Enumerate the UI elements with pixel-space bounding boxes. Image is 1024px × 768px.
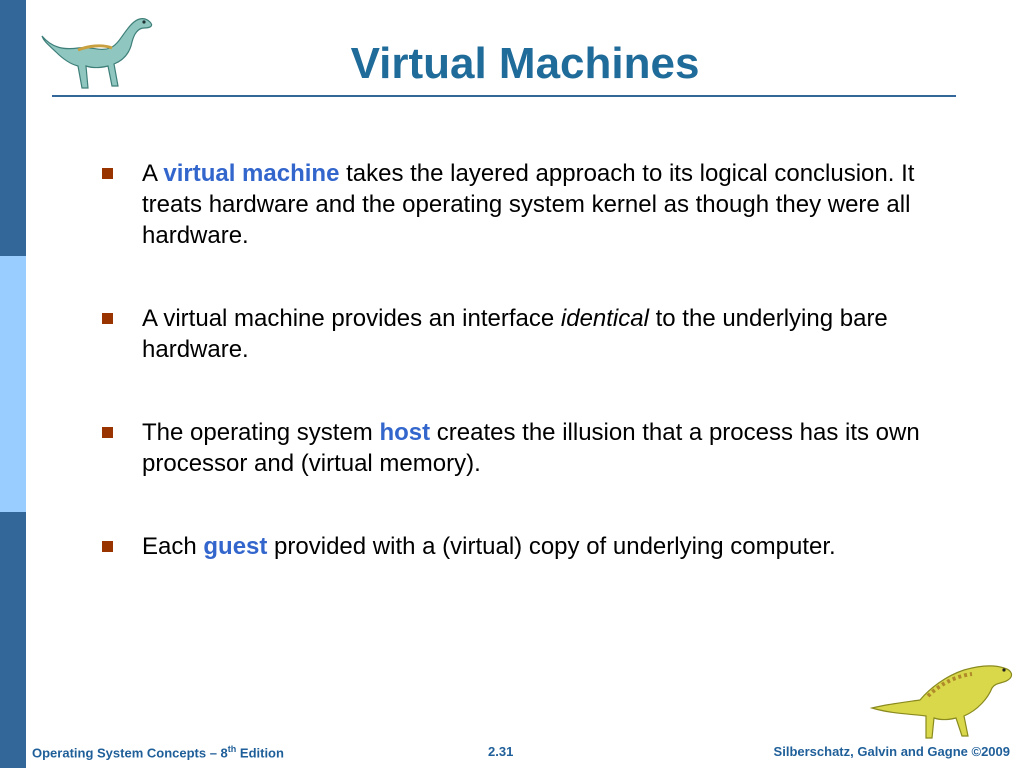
bullet-square-icon [102,168,113,179]
term-host: host [379,419,431,446]
bullet-square-icon [102,541,113,552]
footer-page-number: 2.31 [488,744,514,759]
bullet-text-segment: Each [142,533,204,560]
sidebar-band-bottom [0,512,26,768]
sidebar-band-top [0,0,26,256]
bullet-text-segment: creates the illusion that a process has its own processor and (virtual memory). [142,419,920,477]
bullet-text-segment: The operating system [142,419,380,446]
footer-copyright: Silberschatz, Galvin and Gagne ©2009 [773,744,1010,759]
bullet-text [142,417,942,479]
term-guest: guest [203,533,268,560]
title-divider [52,95,956,97]
bullet-text [142,158,942,251]
slide-title: Virtual Machines [350,39,700,88]
emphasis-identical: identical [560,305,649,332]
sidebar-band-middle [0,256,26,512]
bullet-text [142,303,942,365]
footer-book-title [32,744,284,760]
bullet-text [142,531,942,562]
bullet-text-segment: A virtual machine provides an interface [142,305,561,332]
footer-book-suffix: Edition [236,745,284,761]
bullet-square-icon [102,427,113,438]
footer-book-prefix: Operating System Concepts – 8 [32,745,228,761]
bullet-square-icon [102,313,113,324]
footer-book-superscript: th [227,744,237,754]
term-virtual-machine: virtual machine [163,160,340,187]
bullet-text-segment: provided with a (virtual) copy of underlying computer. [267,533,836,560]
bullet-text-segment: takes the layered approach to its logical conclusion. It treats hardware and the operating system kernel as though they were all hardware. [142,160,915,249]
bullet-text-segment: to the underlying bare hardware. [142,305,888,363]
dinosaur-icon [868,658,1016,740]
bullet-text-segment: A [142,160,164,187]
